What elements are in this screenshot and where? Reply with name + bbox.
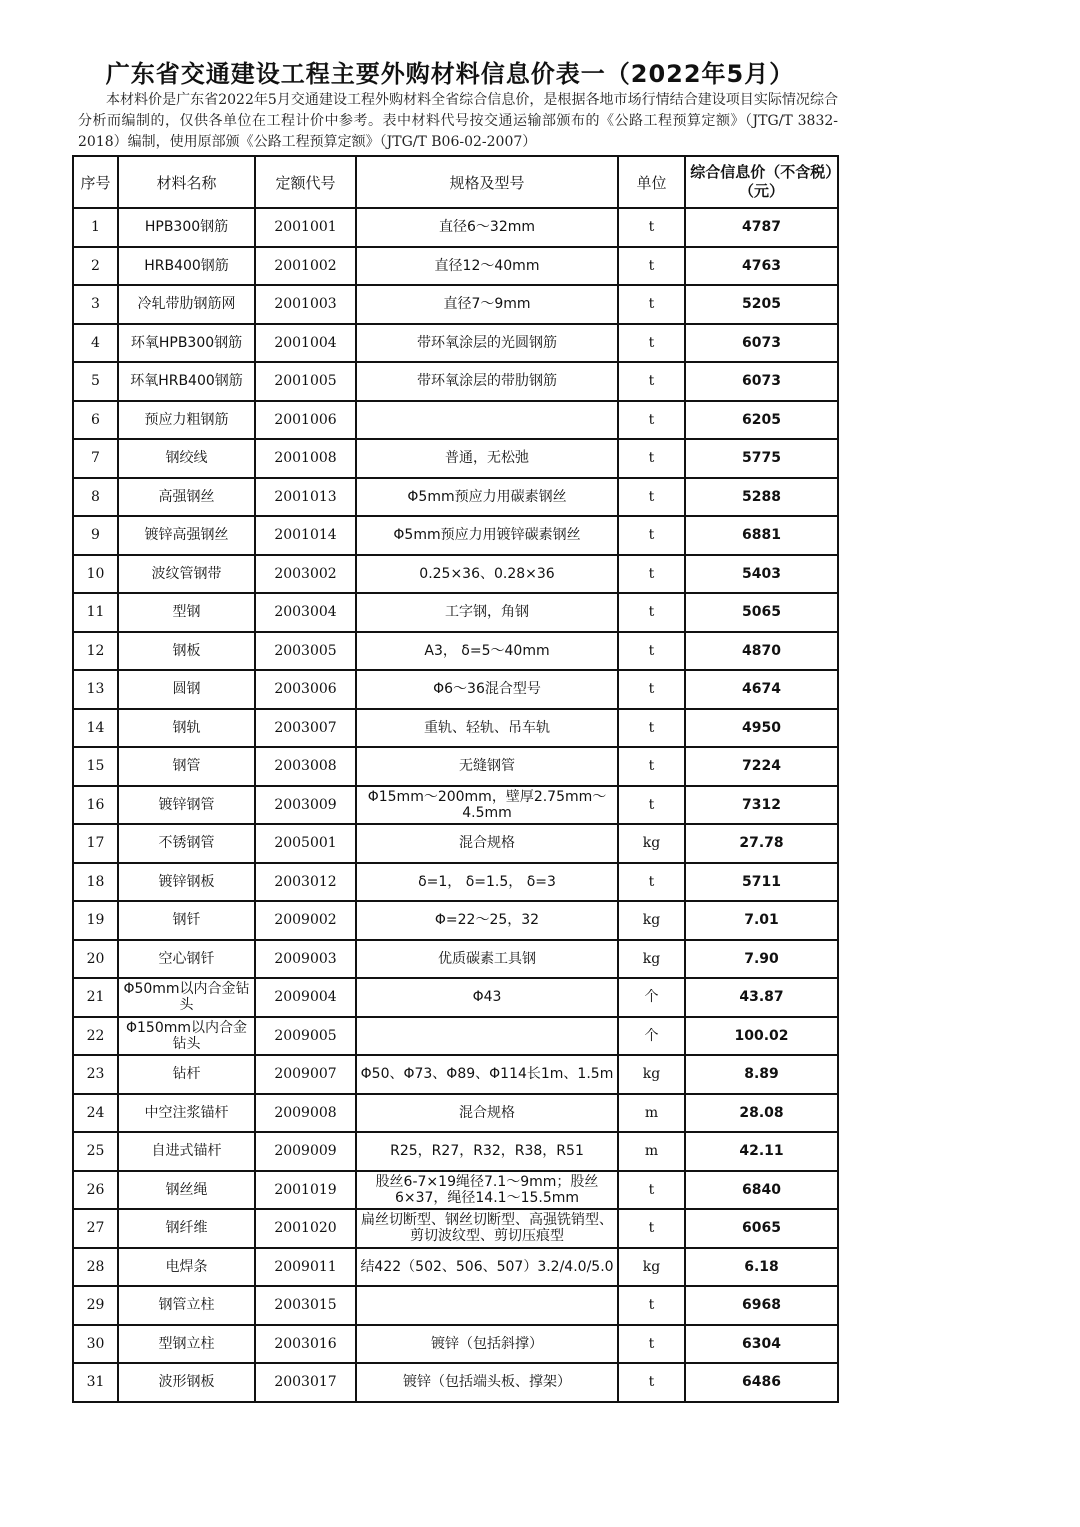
page-title: 广东省交通建设工程主要外购材料信息价表一（2022年5月） bbox=[105, 60, 795, 88]
unit: t bbox=[618, 555, 685, 594]
material-name: 高强钢丝 bbox=[118, 478, 255, 517]
spec: 直径7～9mm bbox=[356, 285, 618, 324]
material-name: 电焊条 bbox=[118, 1248, 255, 1287]
unit: t bbox=[618, 709, 685, 748]
price: 4787 bbox=[685, 208, 838, 247]
table-row bbox=[73, 1286, 838, 1325]
unit: t bbox=[618, 593, 685, 632]
row-index: 22 bbox=[73, 1017, 118, 1056]
material-name: 波形钢板 bbox=[118, 1363, 255, 1402]
unit: t bbox=[618, 401, 685, 440]
row-index: 3 bbox=[73, 285, 118, 324]
row-index: 24 bbox=[73, 1094, 118, 1133]
price: 5775 bbox=[685, 439, 838, 478]
row-index: 8 bbox=[73, 478, 118, 517]
unit: t bbox=[618, 439, 685, 478]
table-row bbox=[73, 285, 838, 324]
spec: Φ=22～25，32 bbox=[356, 901, 618, 940]
unit: t bbox=[618, 208, 685, 247]
spec: 工字钢，角钢 bbox=[356, 593, 618, 632]
spec: 重轨、轻轨、吊车轨 bbox=[356, 709, 618, 748]
quota-code: 2009002 bbox=[255, 901, 356, 940]
unit: t bbox=[618, 285, 685, 324]
row-index: 15 bbox=[73, 747, 118, 786]
unit: t bbox=[618, 247, 685, 286]
material-name: 钢绞线 bbox=[118, 439, 255, 478]
material-name: 镀锌高强钢丝 bbox=[118, 516, 255, 555]
material-name: 环氧HRB400钢筋 bbox=[118, 362, 255, 401]
quota-code: 2003015 bbox=[255, 1286, 356, 1325]
table-row bbox=[73, 747, 838, 786]
price: 7312 bbox=[685, 786, 838, 825]
material-name: 钢轨 bbox=[118, 709, 255, 748]
price: 4950 bbox=[685, 709, 838, 748]
material-name: Φ50mm以内合金钻头 bbox=[118, 978, 255, 1017]
unit: t bbox=[618, 478, 685, 517]
price: 6968 bbox=[685, 1286, 838, 1325]
row-index: 10 bbox=[73, 555, 118, 594]
spec: Φ5mm预应力用碳素钢丝 bbox=[356, 478, 618, 517]
table-row bbox=[73, 1209, 838, 1248]
unit: t bbox=[618, 516, 685, 555]
header-unit: 单位 bbox=[618, 156, 685, 208]
header-price: 综合信息价（不含税）（元） bbox=[685, 156, 838, 208]
price: 28.08 bbox=[685, 1094, 838, 1133]
price: 6073 bbox=[685, 362, 838, 401]
material-name: HPB300钢筋 bbox=[118, 208, 255, 247]
material-name: 钢纤维 bbox=[118, 1209, 255, 1248]
unit: t bbox=[618, 786, 685, 825]
table-header-row bbox=[73, 156, 838, 208]
material-name: 型钢 bbox=[118, 593, 255, 632]
row-index: 7 bbox=[73, 439, 118, 478]
unit: t bbox=[618, 324, 685, 363]
quota-code: 2001019 bbox=[255, 1171, 356, 1210]
table-row bbox=[73, 439, 838, 478]
unit: 个 bbox=[618, 1017, 685, 1056]
price: 7224 bbox=[685, 747, 838, 786]
row-index: 21 bbox=[73, 978, 118, 1017]
quota-code: 2009011 bbox=[255, 1248, 356, 1287]
unit: kg bbox=[618, 940, 685, 979]
table-row bbox=[73, 786, 838, 825]
quota-code: 2001002 bbox=[255, 247, 356, 286]
quota-code: 2009003 bbox=[255, 940, 356, 979]
quota-code: 2003012 bbox=[255, 863, 356, 902]
material-name: 型钢立柱 bbox=[118, 1325, 255, 1364]
intro-paragraph: 本材料价是广东省2022年5月交通建设工程外购材料全省综合信息价，是根据各地市场行情结合建设项目实际情况综合分析而编制的，仅供各单位在工程计价中参考。表中材料代号按交通运输部颁布的《公路工程预算定额》（JTG/T 3832-2018）编制，使用原部颁《公路工程预算定额》（JTG/T B06-02-2007） bbox=[78, 92, 838, 150]
price: 4674 bbox=[685, 670, 838, 709]
table-row bbox=[73, 1055, 838, 1094]
spec: 直径12～40mm bbox=[356, 247, 618, 286]
spec: A3， δ=5～40mm bbox=[356, 632, 618, 671]
price: 7.90 bbox=[685, 940, 838, 979]
row-index: 18 bbox=[73, 863, 118, 902]
row-index: 16 bbox=[73, 786, 118, 825]
material-name: Φ150mm以内合金钻头 bbox=[118, 1017, 255, 1056]
table-row bbox=[73, 1171, 838, 1210]
spec: δ=1， δ=1.5， δ=3 bbox=[356, 863, 618, 902]
unit: t bbox=[618, 1286, 685, 1325]
unit: t bbox=[618, 362, 685, 401]
quota-code: 2003016 bbox=[255, 1325, 356, 1364]
price: 4763 bbox=[685, 247, 838, 286]
table-row bbox=[73, 863, 838, 902]
quota-code: 2001005 bbox=[255, 362, 356, 401]
unit: 个 bbox=[618, 978, 685, 1017]
table-row bbox=[73, 324, 838, 363]
quota-code: 2005001 bbox=[255, 824, 356, 863]
price-table bbox=[72, 155, 839, 1403]
quota-code: 2003002 bbox=[255, 555, 356, 594]
quota-code: 2001001 bbox=[255, 208, 356, 247]
quota-code: 2009009 bbox=[255, 1132, 356, 1171]
spec: 镀锌（包括端头板、撑架） bbox=[356, 1363, 618, 1402]
unit: kg bbox=[618, 901, 685, 940]
spec: 镀锌（包括斜撑） bbox=[356, 1325, 618, 1364]
table-row bbox=[73, 901, 838, 940]
table-row bbox=[73, 401, 838, 440]
price: 6304 bbox=[685, 1325, 838, 1364]
quota-code: 2009004 bbox=[255, 978, 356, 1017]
spec: 扁丝切断型、钢丝切断型、高强铣销型、剪切波纹型、剪切压痕型 bbox=[356, 1209, 618, 1248]
material-name: 钢管立柱 bbox=[118, 1286, 255, 1325]
quota-code: 2001020 bbox=[255, 1209, 356, 1248]
unit: kg bbox=[618, 824, 685, 863]
price: 5403 bbox=[685, 555, 838, 594]
quota-code: 2003017 bbox=[255, 1363, 356, 1402]
price: 6881 bbox=[685, 516, 838, 555]
quota-code: 2001014 bbox=[255, 516, 356, 555]
spec: 混合规格 bbox=[356, 824, 618, 863]
spec: Φ43 bbox=[356, 978, 618, 1017]
unit: t bbox=[618, 747, 685, 786]
table-body bbox=[73, 208, 838, 1402]
material-name: 钢管 bbox=[118, 747, 255, 786]
quota-code: 2009007 bbox=[255, 1055, 356, 1094]
spec: 混合规格 bbox=[356, 1094, 618, 1133]
spec: 0.25×36、0.28×36 bbox=[356, 555, 618, 594]
row-index: 4 bbox=[73, 324, 118, 363]
material-name: 镀锌钢板 bbox=[118, 863, 255, 902]
price: 42.11 bbox=[685, 1132, 838, 1171]
row-index: 31 bbox=[73, 1363, 118, 1402]
price: 6.18 bbox=[685, 1248, 838, 1287]
material-name: 冷轧带肋钢筋网 bbox=[118, 285, 255, 324]
spec: 无缝钢管 bbox=[356, 747, 618, 786]
material-name: HRB400钢筋 bbox=[118, 247, 255, 286]
price: 6486 bbox=[685, 1363, 838, 1402]
row-index: 25 bbox=[73, 1132, 118, 1171]
material-name: 钢丝绳 bbox=[118, 1171, 255, 1210]
spec: 带环氧涂层的光圆钢筋 bbox=[356, 324, 618, 363]
table-row bbox=[73, 593, 838, 632]
quota-code: 2009008 bbox=[255, 1094, 356, 1133]
quota-code: 2001004 bbox=[255, 324, 356, 363]
header-material-name: 材料名称 bbox=[118, 156, 255, 208]
price: 8.89 bbox=[685, 1055, 838, 1094]
spec: R25，R27，R32，R38，R51 bbox=[356, 1132, 618, 1171]
row-index: 26 bbox=[73, 1171, 118, 1210]
row-index: 5 bbox=[73, 362, 118, 401]
quota-code: 2001008 bbox=[255, 439, 356, 478]
quota-code: 2003009 bbox=[255, 786, 356, 825]
spec: Φ6～36混合型号 bbox=[356, 670, 618, 709]
table-row bbox=[73, 632, 838, 671]
row-index: 9 bbox=[73, 516, 118, 555]
row-index: 28 bbox=[73, 1248, 118, 1287]
spec: 优质碳素工具钢 bbox=[356, 940, 618, 979]
table-row bbox=[73, 208, 838, 247]
price: 6840 bbox=[685, 1171, 838, 1210]
quota-code: 2003008 bbox=[255, 747, 356, 786]
unit: t bbox=[618, 1209, 685, 1248]
table-row bbox=[73, 478, 838, 517]
unit: t bbox=[618, 863, 685, 902]
table-row bbox=[73, 978, 838, 1017]
price: 5288 bbox=[685, 478, 838, 517]
price: 7.01 bbox=[685, 901, 838, 940]
spec: Φ5mm预应力用镀锌碳素钢丝 bbox=[356, 516, 618, 555]
quota-code: 2001006 bbox=[255, 401, 356, 440]
unit: t bbox=[618, 1363, 685, 1402]
spec: 股丝6-7×19绳径7.1～9mm；股丝6×37，绳径14.1～15.5mm bbox=[356, 1171, 618, 1210]
spec: 结422（502、506、507）3.2/4.0/5.0 bbox=[356, 1248, 618, 1287]
material-name: 环氧HPB300钢筋 bbox=[118, 324, 255, 363]
unit: kg bbox=[618, 1055, 685, 1094]
unit: kg bbox=[618, 1248, 685, 1287]
price: 6073 bbox=[685, 324, 838, 363]
material-name: 中空注浆锚杆 bbox=[118, 1094, 255, 1133]
table-row bbox=[73, 1132, 838, 1171]
row-index: 30 bbox=[73, 1325, 118, 1364]
material-name: 不锈钢管 bbox=[118, 824, 255, 863]
material-name: 自进式锚杆 bbox=[118, 1132, 255, 1171]
table-row bbox=[73, 824, 838, 863]
spec: 带环氧涂层的带肋钢筋 bbox=[356, 362, 618, 401]
unit: t bbox=[618, 1325, 685, 1364]
price: 100.02 bbox=[685, 1017, 838, 1056]
price: 5065 bbox=[685, 593, 838, 632]
header-spec: 规格及型号 bbox=[356, 156, 618, 208]
table-row bbox=[73, 1325, 838, 1364]
quota-code: 2001013 bbox=[255, 478, 356, 517]
row-index: 12 bbox=[73, 632, 118, 671]
table-row bbox=[73, 516, 838, 555]
table-row bbox=[73, 555, 838, 594]
unit: m bbox=[618, 1132, 685, 1171]
price: 5711 bbox=[685, 863, 838, 902]
row-index: 14 bbox=[73, 709, 118, 748]
spec: Φ15mm～200mm，壁厚2.75mm～4.5mm bbox=[356, 786, 618, 825]
table-row bbox=[73, 1094, 838, 1133]
material-name: 钻杆 bbox=[118, 1055, 255, 1094]
quota-code: 2001003 bbox=[255, 285, 356, 324]
table-row bbox=[73, 709, 838, 748]
quota-code: 2003006 bbox=[255, 670, 356, 709]
row-index: 20 bbox=[73, 940, 118, 979]
row-index: 1 bbox=[73, 208, 118, 247]
unit: m bbox=[618, 1094, 685, 1133]
table-row bbox=[73, 247, 838, 286]
row-index: 17 bbox=[73, 824, 118, 863]
unit: t bbox=[618, 670, 685, 709]
price: 6205 bbox=[685, 401, 838, 440]
price: 43.87 bbox=[685, 978, 838, 1017]
spec: 直径6～32mm bbox=[356, 208, 618, 247]
quota-code: 2003004 bbox=[255, 593, 356, 632]
spec bbox=[356, 1286, 618, 1325]
row-index: 13 bbox=[73, 670, 118, 709]
row-index: 2 bbox=[73, 247, 118, 286]
quota-code: 2003007 bbox=[255, 709, 356, 748]
table-row bbox=[73, 1017, 838, 1056]
table-row bbox=[73, 1248, 838, 1287]
material-name: 钢板 bbox=[118, 632, 255, 671]
table-row bbox=[73, 1363, 838, 1402]
row-index: 27 bbox=[73, 1209, 118, 1248]
table-row bbox=[73, 670, 838, 709]
material-name: 波纹管钢带 bbox=[118, 555, 255, 594]
unit: t bbox=[618, 632, 685, 671]
table-row bbox=[73, 940, 838, 979]
material-name: 圆钢 bbox=[118, 670, 255, 709]
price: 6065 bbox=[685, 1209, 838, 1248]
header-quota-code: 定额代号 bbox=[255, 156, 356, 208]
material-name: 预应力粗钢筋 bbox=[118, 401, 255, 440]
price: 4870 bbox=[685, 632, 838, 671]
material-name: 镀锌钢管 bbox=[118, 786, 255, 825]
spec bbox=[356, 1017, 618, 1056]
row-index: 6 bbox=[73, 401, 118, 440]
header-index: 序号 bbox=[73, 156, 118, 208]
price: 27.78 bbox=[685, 824, 838, 863]
quota-code: 2003005 bbox=[255, 632, 356, 671]
material-name: 钢钎 bbox=[118, 901, 255, 940]
spec bbox=[356, 401, 618, 440]
row-index: 19 bbox=[73, 901, 118, 940]
table-row bbox=[73, 362, 838, 401]
row-index: 29 bbox=[73, 1286, 118, 1325]
price: 5205 bbox=[685, 285, 838, 324]
material-name: 空心钢钎 bbox=[118, 940, 255, 979]
spec: Φ50、Φ73、Φ89、Φ114长1m、1.5m bbox=[356, 1055, 618, 1094]
quota-code: 2009005 bbox=[255, 1017, 356, 1056]
row-index: 23 bbox=[73, 1055, 118, 1094]
unit: t bbox=[618, 1171, 685, 1210]
row-index: 11 bbox=[73, 593, 118, 632]
spec: 普通，无松弛 bbox=[356, 439, 618, 478]
